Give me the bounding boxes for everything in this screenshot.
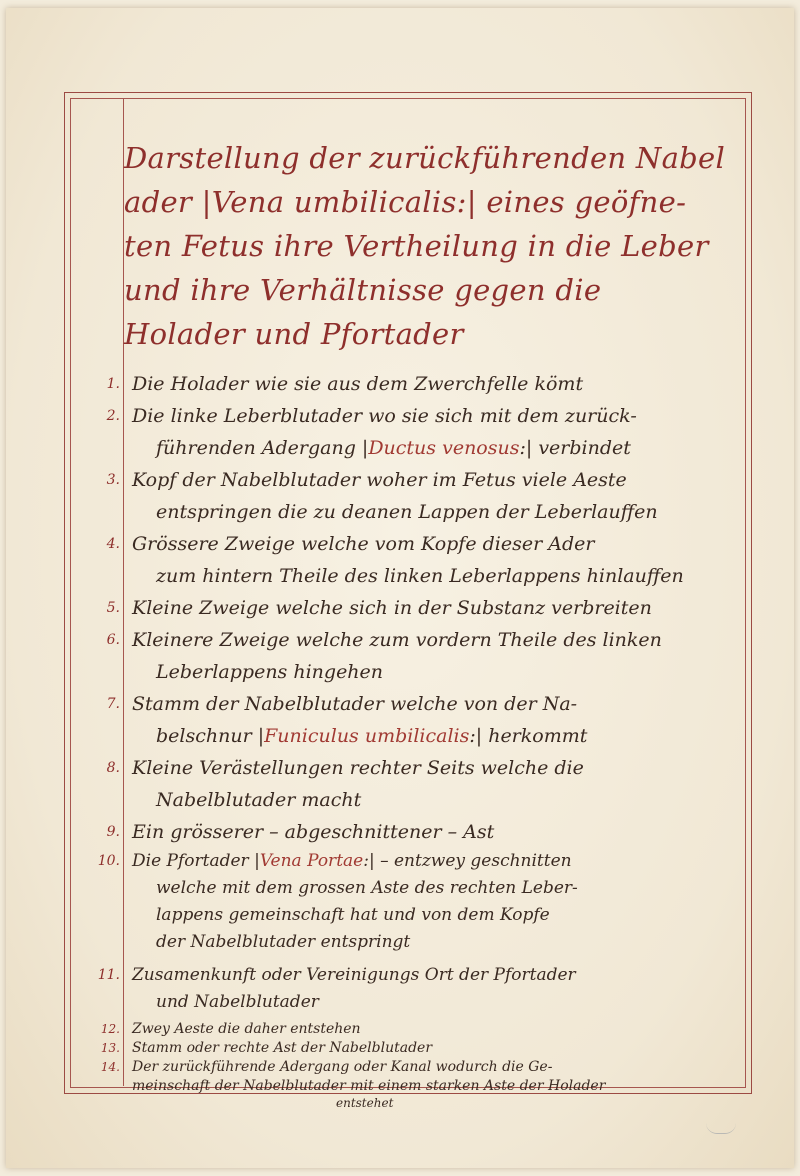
list-item: [76, 1020, 756, 1039]
item-fragment: – entzwey geschnitten: [380, 851, 572, 871]
item-line: Leberlappens hingehen: [156, 661, 384, 683]
item-line: lappens gemeinschaft hat und von dem Kopfe: [156, 905, 550, 925]
list-item: [76, 752, 756, 816]
list-item: [76, 1058, 756, 1110]
item-number: 13.: [100, 1041, 120, 1055]
item-line: Stamm der Nabelblutader welche von der Na-: [132, 693, 578, 715]
item-number: 10.: [97, 853, 120, 869]
item-line: führenden Adergang |Ductus venosus:| verbindet: [156, 437, 631, 459]
item-fragment: belschnur: [156, 725, 252, 747]
item-number: 9.: [106, 824, 120, 840]
item-line: Kleine Verästellungen rechter Seits welche die: [132, 757, 584, 779]
title-line: ten Fetus ihre Vertheilung in die Leber: [124, 229, 709, 263]
document-title: [124, 136, 734, 356]
item-line: zum hintern Theile des linken Leberlappens hinlauffen: [156, 565, 684, 587]
list-item: [76, 528, 756, 592]
item-number: 12.: [100, 1022, 120, 1036]
item-number: 8.: [106, 760, 120, 776]
item-fragment: Die Pfortader: [132, 851, 249, 871]
list-item: [76, 624, 756, 688]
latin-term: Funiculus umbilicalis: [264, 725, 470, 747]
title-line: und ihre Verhältnisse gegen die: [124, 273, 602, 307]
item-fragment: verbindet: [538, 437, 631, 459]
list-item: [76, 400, 756, 464]
item-line: meinschaft der Nabelblutader mit einem starken Aste der Holader: [132, 1078, 606, 1094]
item-number: 5.: [106, 600, 120, 616]
item-line: Kleinere Zweige welche zum vordern Theile des linken: [132, 629, 662, 651]
item-line: Die Pfortader |Vena Portae:| – entzwey geschnitten: [132, 851, 572, 871]
item-line: Die linke Leberblutader wo sie sich mit dem zurück-: [132, 405, 637, 427]
item-number: 4.: [106, 536, 120, 552]
title-line: Holader und Pfortader: [124, 317, 464, 351]
item-number: 11.: [97, 967, 120, 983]
item-number: 3.: [106, 472, 120, 488]
item-line: welche mit dem grossen Aste des rechten Leber-: [156, 878, 578, 898]
item-line: Grössere Zweige welche vom Kopfe dieser Ader: [132, 533, 595, 555]
item-line: Kopf der Nabelblutader woher im Fetus viele Aeste: [132, 469, 627, 491]
item-number: 7.: [106, 696, 120, 712]
title-fragment: eines geöfne-: [486, 185, 687, 219]
list-item: [76, 592, 756, 624]
manuscript-sheet: [6, 8, 794, 1168]
pencil-mark: [706, 1123, 736, 1134]
list-item: [76, 848, 756, 956]
item-line: Zwey Aeste die daher entstehen: [132, 1021, 361, 1037]
item-number: 6.: [106, 632, 120, 648]
item-line: Die Holader wie sie aus dem Zwerchfelle kömt: [132, 373, 584, 395]
latin-term: Ductus venosus: [368, 437, 520, 459]
item-number: 14.: [100, 1060, 120, 1074]
latin-term: Vena Portae: [259, 851, 364, 871]
item-fragment: führenden Adergang: [156, 437, 356, 459]
item-line: und Nabelblutader: [156, 992, 319, 1012]
title-line: ader |Vena umbilicalis:| eines geöfne-: [124, 185, 687, 219]
item-line: belschnur |Funiculus umbilicalis:| herkommt: [156, 725, 588, 747]
item-line: Kleine Zweige welche sich in der Substanz verbreiten: [132, 597, 652, 619]
list-item: [76, 688, 756, 752]
item-line: Nabelblutader macht: [156, 789, 362, 811]
item-line: Der zurückführende Adergang oder Kanal wodurch die Ge-: [132, 1059, 553, 1075]
title-line: Darstellung der zurückführenden Nabel: [124, 141, 726, 175]
item-fragment: herkommt: [488, 725, 588, 747]
item-number: 1.: [106, 376, 120, 392]
list-item: [76, 816, 756, 848]
item-line: der Nabelblutader entspringt: [156, 932, 411, 952]
item-line: Stamm oder rechte Ast der Nabelblutader: [132, 1040, 433, 1056]
list-item: [76, 464, 756, 528]
title-fragment: ader: [124, 185, 193, 219]
item-line: entstehet: [336, 1096, 394, 1110]
item-line: entspringen die zu deanen Lappen der Leberlauffen: [156, 501, 658, 523]
legend-list: [76, 368, 756, 1110]
item-line: Zusamenkunft oder Vereinigungs Ort der Pfortader: [132, 965, 576, 985]
list-item: [76, 962, 756, 1016]
item-line: Ein grösserer – abgeschnittener – Ast: [132, 821, 495, 843]
list-item: [76, 368, 756, 400]
title-latin: Vena umbilicalis: [211, 185, 457, 219]
item-number: 2.: [106, 408, 120, 424]
list-item: [76, 1039, 756, 1058]
